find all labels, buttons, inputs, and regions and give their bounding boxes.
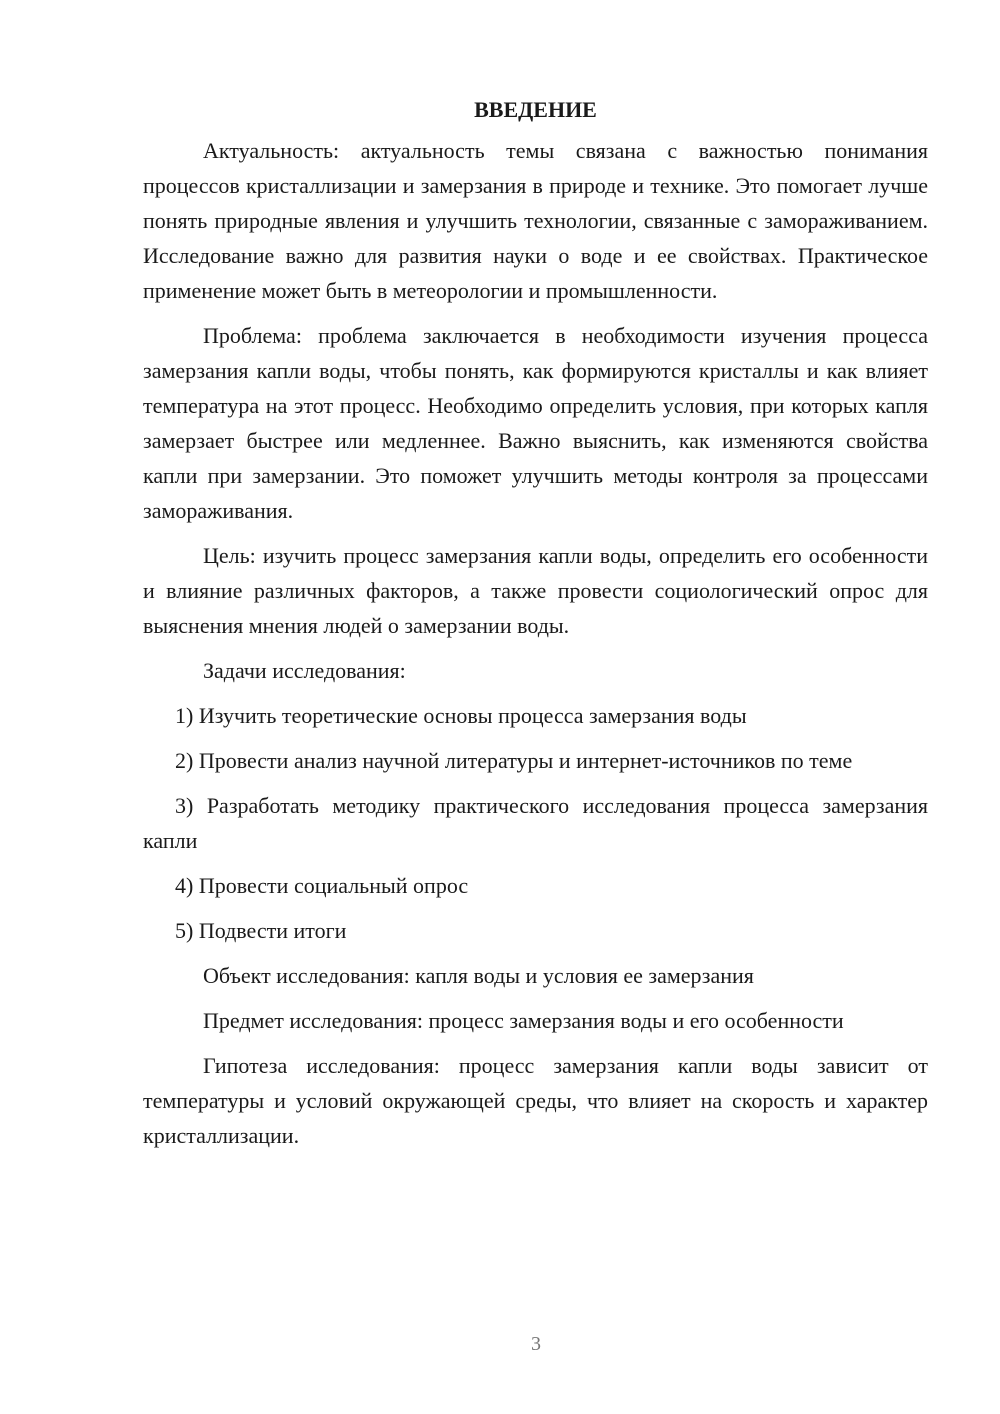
task-item: 3) Разработать методику практического исследования процесса замерзания капли: [143, 793, 928, 853]
document-page: [143, 92, 928, 1153]
goal-paragraph: Цель: изучить процесс замерзания капли воды, определить его особенности и влияние различных факторов, а также провести социологический опрос для выяснения мнения людей о замерзании воды.: [143, 543, 928, 638]
research-object: Объект исследования: капля воды и условия ее замерзания: [203, 963, 754, 988]
section-title: ВВЕДЕНИЕ: [474, 97, 597, 122]
hypothesis-paragraph: Гипотеза исследования: процесс замерзания капли воды зависит от температуры и условий окружающей среды, что влияет на скорость и характер кристаллизации.: [143, 1053, 928, 1148]
task-item: 1) Изучить теоретические основы процесса замерзания воды: [175, 703, 747, 728]
task-item: 2) Провести анализ научной литературы и интернет-источников по теме: [175, 748, 853, 773]
task-item: 5) Подвести итоги: [175, 918, 347, 943]
problem-paragraph: Проблема: проблема заключается в необходимости изучения процесса замерзания капли воды, чтобы понять, как формируются кристаллы и как влияет температура на этот процесс. Необходимо определить условия, при которых капля замерзает быстрее или медленнее. Важно выяснить, как изменяются свойства капли при замерзании. Это поможет улучшить методы контроля за процессами замораживания.: [143, 323, 928, 523]
tasks-heading: Задачи исследования:: [203, 658, 406, 683]
relevance-paragraph: Актуальность: актуальность темы связана с важностью понимания процессов кристаллизации и замерзания в природе и технике. Это помогает лучше понять природные явления и улучшить технологии, связанные с замораживанием. Исследование важно для развития науки о воде и ее свойствах. Практическое применение может быть в метеорологии и промышленности.: [143, 138, 928, 303]
page-number: 3: [531, 1333, 541, 1355]
research-subject: Предмет исследования: процесс замерзания воды и его особенности: [203, 1008, 844, 1033]
task-item: 4) Провести социальный опрос: [175, 873, 469, 898]
